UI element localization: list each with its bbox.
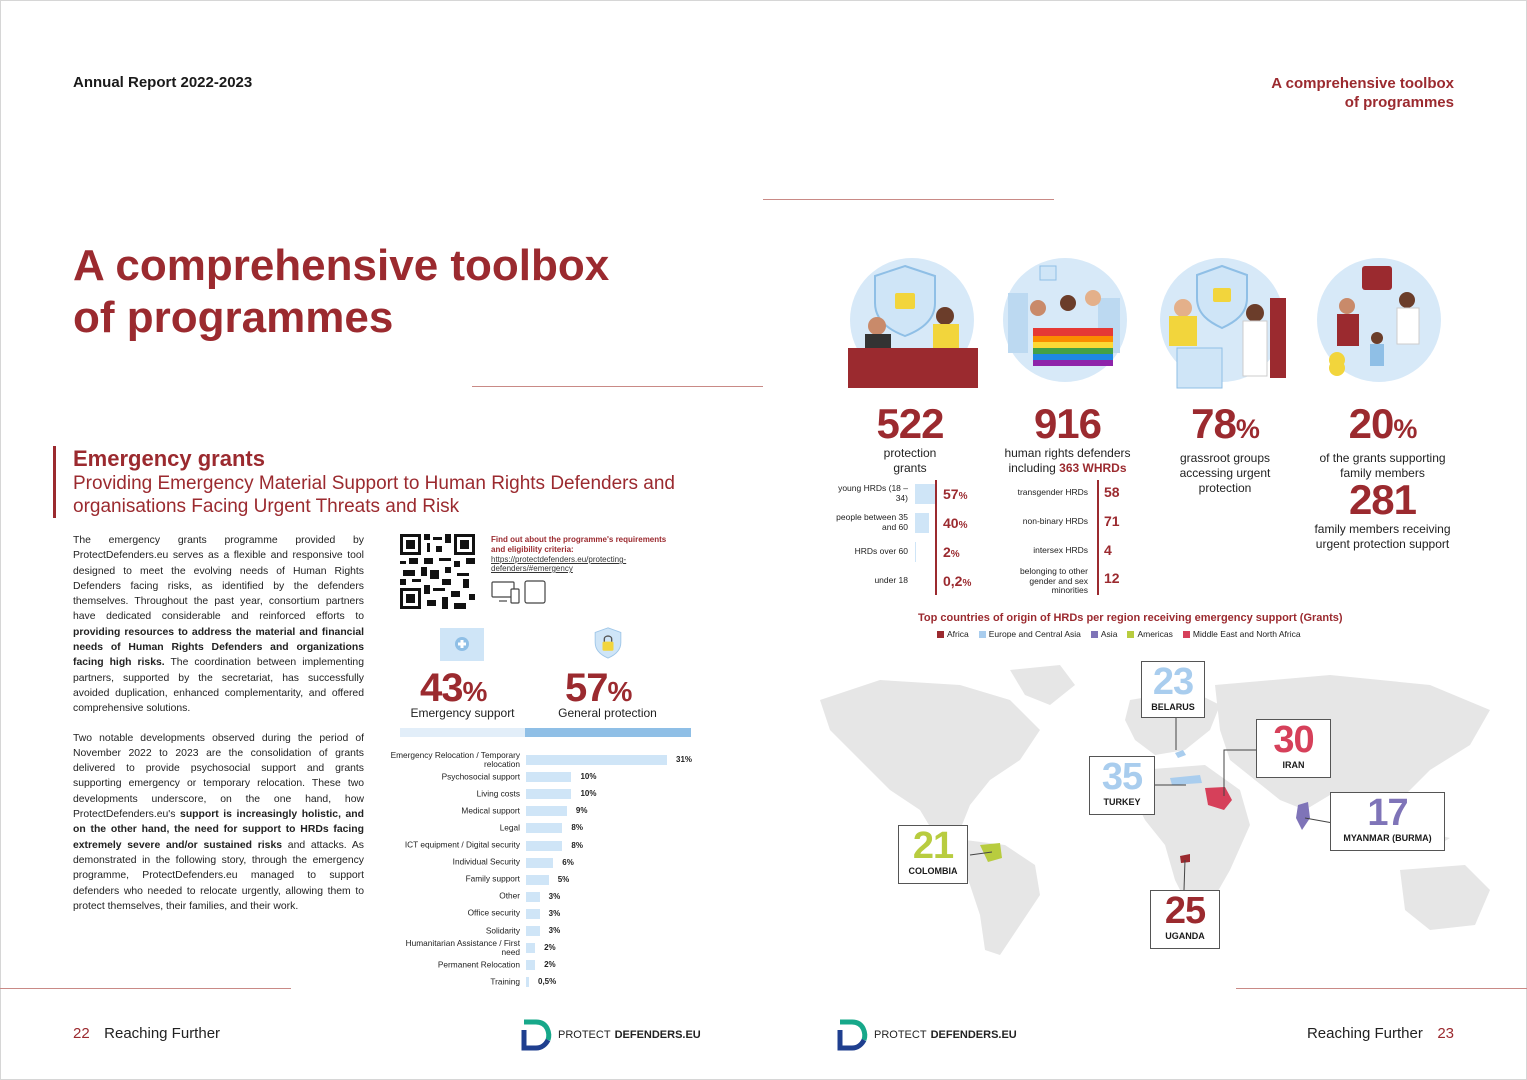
legend-item: Americas — [1127, 629, 1172, 639]
grant-type-bar — [526, 943, 535, 953]
age-group-value: 2% — [943, 544, 960, 560]
stat-label: protection — [1198, 481, 1252, 495]
age-group-bar — [915, 542, 916, 562]
grant-type-bar — [526, 909, 540, 919]
paragraph-2: Two notable developments observed during the period of November 2022 to 2023 are the consolidation of grants delivered to provide psychosocial support and grants supporting emergency or temporary relocation. These two developments underscore, on the one hand, how ProtectDefenders.eu's support is increasingly holistic, and on the other hand, the need for support to HRDs facing extremely severe and/or sustained risks and attacks. As demonstrated in the following story, through the emergency programme, ProtectDefenders.eu managed to support defenders who needed to relocate urgently, allowing them to protect themselves, their families, and their work. — [73, 732, 365, 912]
grant-type-label: Family support — [465, 873, 520, 884]
stat-protection-grants — [840, 402, 980, 476]
stat-family-grants — [1305, 402, 1460, 481]
stat-defenders — [990, 402, 1145, 476]
grant-type-value: 0,5% — [538, 977, 557, 987]
grant-type-row — [400, 872, 700, 887]
grant-type-value: 2% — [544, 943, 556, 953]
footer-left — [73, 1025, 220, 1043]
identity-value: 58 — [1104, 484, 1120, 500]
footer-right — [1307, 1025, 1454, 1043]
grant-type-value: 3% — [548, 926, 561, 935]
logo-text-light: PROTECT — [558, 1029, 611, 1041]
identity-divider — [1097, 480, 1099, 595]
identity-value: 71 — [1104, 513, 1120, 529]
stat-value: 916 — [1033, 400, 1102, 447]
stat-label: grants — [893, 461, 927, 475]
age-group-value: 0,2% — [943, 573, 972, 589]
grant-type-value: 3% — [548, 891, 561, 901]
grant-type-label: Psychosocial support — [441, 771, 520, 782]
grant-type-label: Training — [490, 976, 520, 987]
page-number: 23 — [1437, 1025, 1454, 1042]
title-line2: of programmes — [73, 293, 394, 342]
stat-grassroot — [1155, 402, 1295, 496]
grant-type-label: Emergency Relocation / Temporary relocation — [390, 749, 520, 769]
grant-type-row — [390, 749, 700, 769]
grant-type-row — [400, 786, 700, 801]
grant-type-bar — [526, 875, 549, 885]
grant-type-value: 8% — [571, 840, 583, 850]
map-title: Top countries of origin of HRDs per region receiving emergency support (Grants) — [918, 612, 1343, 624]
identity-label: non-binary HRDs — [1022, 516, 1088, 526]
divider — [1236, 988, 1527, 989]
page-title — [73, 240, 713, 344]
stat-label: family members — [1340, 466, 1425, 480]
section-subheading: Providing Emergency Material Support to Human Rights Defenders and organisations Facing Urgent Threats and Risk — [73, 473, 675, 517]
report-header: Annual Report 2022-2023 — [73, 74, 253, 91]
legend-swatch — [1183, 631, 1190, 638]
age-group-label: people between 35 and 60 — [836, 512, 908, 532]
grant-type-label: Living costs — [476, 788, 520, 799]
age-group-value: 40% — [943, 515, 968, 531]
country-name: IRAN — [1282, 760, 1305, 770]
grant-type-bar — [526, 806, 567, 816]
stat-label: protection — [883, 446, 937, 460]
identity-label: transgender HRDs — [1017, 487, 1088, 497]
grant-type-value: 8% — [571, 823, 583, 833]
grant-type-value: 31% — [676, 755, 693, 764]
grant-type-row — [400, 769, 700, 784]
grant-type-row — [400, 803, 700, 818]
grant-type-row — [400, 974, 700, 989]
section-accent-bar — [53, 446, 56, 518]
grant-type-bar — [526, 892, 540, 902]
age-group-bar — [915, 513, 929, 533]
stat-label: family members receiving — [1314, 522, 1451, 536]
age-divider — [935, 480, 937, 595]
identity-label: belonging to other gender and sex minorities — [1019, 566, 1088, 595]
stat-value: 522 — [876, 400, 944, 447]
identity-value: 4 — [1104, 542, 1112, 558]
legend-swatch — [937, 631, 944, 638]
country-name: MYANMAR (BURMA) — [1343, 833, 1432, 843]
grant-type-row — [400, 937, 700, 957]
grant-type-row — [400, 855, 700, 870]
grant-type-row — [400, 889, 700, 904]
age-group-value: 57% — [943, 486, 968, 502]
grant-type-bar — [526, 858, 553, 868]
myanmar-shape — [1296, 802, 1310, 830]
country-name: BELARUS — [1151, 702, 1195, 712]
grant-type-value: 6% — [562, 857, 574, 867]
section-header-line2: of programmes — [1344, 94, 1454, 111]
grant-type-value: 5% — [557, 874, 570, 884]
logo[interactable] — [836, 1018, 1017, 1052]
grant-type-label: Individual Security — [452, 856, 520, 867]
body-text — [73, 533, 364, 928]
split-bar — [400, 728, 691, 737]
grant-type-row — [400, 923, 700, 938]
emergency-support-label: Emergency support — [410, 706, 515, 720]
grant-type-bar — [526, 926, 540, 936]
country-count: 17 — [1367, 792, 1408, 834]
stat-family-members — [1305, 478, 1460, 552]
legend-item: Asia — [1091, 629, 1118, 639]
legend-swatch — [1127, 631, 1134, 638]
country-count: 25 — [1164, 890, 1206, 932]
section-header — [1194, 74, 1454, 112]
country-callout — [1141, 661, 1205, 718]
grant-type-value: 3% — [548, 908, 561, 918]
grant-type-row — [400, 820, 700, 835]
grant-type-value: 2% — [544, 960, 556, 970]
medical-kit-icon — [440, 628, 484, 661]
grant-type-bar — [526, 772, 571, 782]
logo-text-bold: DEFENDERS.EU — [930, 1029, 1017, 1041]
family-support-illustration — [1312, 258, 1447, 390]
protection-grants-illustration — [845, 258, 980, 390]
grant-type-row — [400, 838, 700, 853]
map-legend — [937, 629, 1301, 639]
split-bar-emergency — [400, 728, 525, 737]
grant-type-value: 10% — [580, 772, 597, 782]
country-count: 23 — [1152, 661, 1194, 703]
grassroot-groups-illustration — [1155, 258, 1290, 390]
defenders-illustration — [998, 258, 1133, 390]
qr-link[interactable]: https://protectdefenders.eu/protecting-defenders/#emergency — [491, 555, 627, 573]
stat-label: human rights defenders — [1004, 446, 1131, 460]
grant-type-bar — [526, 841, 562, 851]
legend-item: Middle East and North Africa — [1183, 629, 1301, 639]
shield-lock-icon — [586, 626, 630, 659]
footer-title: Reaching Further — [104, 1025, 221, 1042]
general-protection-label: General protection — [558, 706, 657, 720]
divider — [763, 199, 1054, 200]
qr-code-icon[interactable] — [400, 534, 475, 609]
country-count: 35 — [1101, 756, 1143, 798]
country-callout — [1330, 792, 1445, 851]
grant-type-bar — [526, 977, 529, 987]
age-group-label: HRDs over 60 — [854, 546, 908, 556]
country-name: TURKEY — [1103, 797, 1141, 807]
grant-type-label: Solidarity — [485, 925, 520, 935]
country-callout — [1150, 890, 1220, 949]
grant-type-bar — [526, 755, 667, 765]
legend-item: Europe and Central Asia — [979, 629, 1081, 639]
country-callout — [1089, 756, 1155, 815]
country-callout — [1256, 719, 1331, 778]
stat-label: including 363 WHRDs — [1008, 461, 1127, 475]
grant-type-row — [400, 957, 700, 972]
country-name: UGANDA — [1165, 931, 1205, 941]
identity-label: intersex HRDs — [1033, 545, 1088, 555]
grant-type-label: Humanitarian Assistance / First need — [405, 937, 520, 957]
qr-title: Find out about the programme's requirements and eligibility criteria: — [491, 535, 667, 554]
legend-item: Africa — [937, 629, 969, 639]
legend-swatch — [979, 631, 986, 638]
protectdefenders-logo-icon — [836, 1018, 870, 1052]
title-line1: A comprehensive toolbox — [73, 241, 610, 290]
grant-type-value: 10% — [580, 789, 597, 799]
page-number: 22 — [73, 1025, 90, 1042]
grant-type-label: Office security — [467, 907, 520, 918]
age-group-label: under 18 — [874, 575, 908, 585]
section-header-line1: A comprehensive toolbox — [1271, 75, 1454, 92]
legend-swatch — [1091, 631, 1098, 638]
country-name: COLOMBIA — [908, 866, 958, 876]
grant-type-label: Medical support — [461, 805, 520, 816]
split-bar-general — [525, 728, 691, 737]
logo[interactable] — [520, 1018, 701, 1052]
emergency-support-percent: 43% — [420, 666, 487, 710]
general-protection-percent: 57% — [565, 666, 632, 710]
devices-icon — [491, 580, 547, 604]
grant-type-bar — [526, 960, 535, 970]
stat-label: urgent protection support — [1315, 537, 1450, 551]
stat-label: of the grants supporting — [1319, 451, 1446, 465]
age-group-label: young HRDs (18 – 34) — [838, 483, 908, 503]
stat-value: 78% — [1191, 400, 1259, 447]
logo-text-bold: DEFENDERS.EU — [614, 1029, 701, 1041]
paragraph-1: The emergency grants programme provided by ProtectDefenders.eu serves as a flexible and responsive tool designed to meet the evolving needs of Human Rights Defenders facing risks, as identified by the defenders themselves. Throughout the past year, consortium partners have dedicated considerable and reinforced efforts to providing resources to address the material and financial needs of Human Rights Defenders and organizations facing high risks. The coordination between implementing partners, supported by the secretariat, has successfully avoided duplication, enhanced complementarity, and offered comprehensive solutions. — [73, 535, 364, 715]
stat-label: accessing urgent — [1179, 466, 1271, 480]
country-count: 21 — [912, 825, 954, 867]
grant-type-label: Permanent Relocation — [437, 959, 520, 970]
country-callout — [898, 825, 968, 884]
identity-value: 12 — [1104, 570, 1120, 586]
grant-type-bar — [526, 789, 571, 799]
stat-value: 20% — [1348, 400, 1417, 447]
grant-type-row — [400, 906, 700, 921]
grant-type-label: Other — [499, 890, 520, 901]
logo-text-light: PROTECT — [874, 1029, 927, 1041]
grant-type-bar — [526, 823, 562, 833]
section-heading: Emergency grants — [73, 446, 265, 471]
grant-type-value: 9% — [575, 806, 588, 816]
age-group-bar — [915, 484, 935, 504]
stat-value: 281 — [1348, 476, 1417, 523]
divider — [0, 988, 291, 989]
divider — [472, 386, 763, 387]
country-count: 30 — [1273, 719, 1314, 761]
stat-label: grassroot groups — [1179, 451, 1271, 465]
grant-type-label: ICT equipment / Digital security — [404, 839, 520, 850]
footer-title: Reaching Further — [1306, 1025, 1423, 1042]
protectdefenders-logo-icon — [520, 1018, 554, 1052]
grant-type-label: Legal — [499, 822, 520, 833]
